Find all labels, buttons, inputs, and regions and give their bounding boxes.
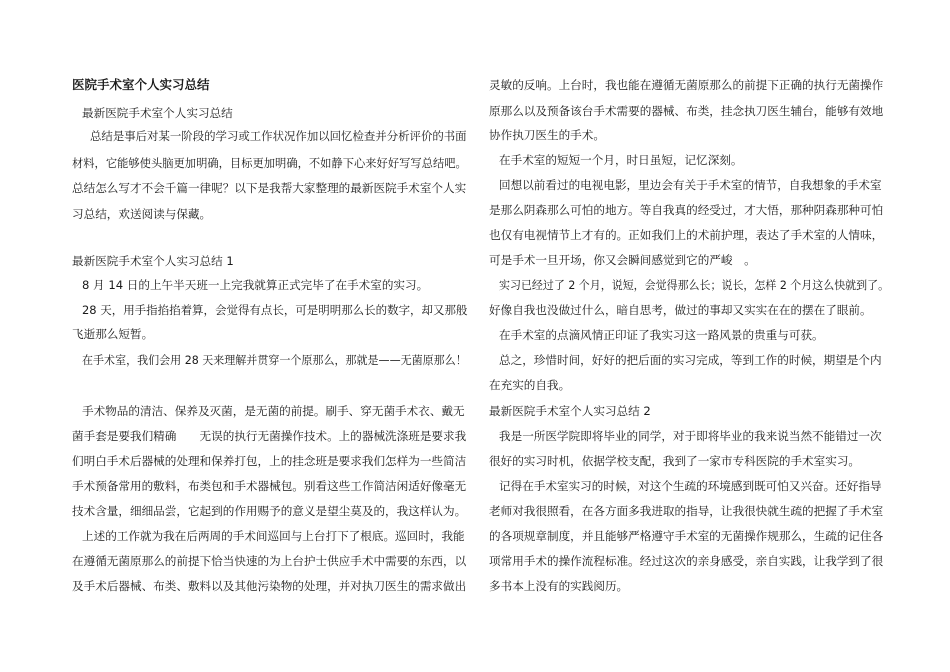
text-line: 实习已经过了 2 个月，说短，会觉得那么长；说长，怎样 2 个月这么快就到了。: [499, 278, 890, 292]
text-line: 可是手术一旦开场，你又会瞬间感觉到它的严峻 。: [489, 253, 756, 267]
text-line: 原那么以及预备该台手术需要的器械、布类，挂念执刀医生辅台，能够有效地: [489, 104, 884, 118]
text-line: 总之，珍惜时间，好好的把后面的实习完成，等到工作的时候，期望是个内: [499, 353, 882, 367]
subtitle: 最新医院手术室个人实习总结: [82, 106, 233, 120]
text-line: 的各项规章制度，并且能够严格遵守手术室的无菌操作规那么，生疏的记住各: [489, 529, 884, 543]
text-line: 好像自我也没做过什么，暗自思考，做过的事却又实实在在的摆在了眼前。: [489, 303, 872, 317]
text-line: 28 天，用手指掐掐着算，会觉得有点长，可是明明那么长的数字，却又那般: [82, 303, 468, 317]
text-line: 在手术室，我们会用 28 天来理解并贯穿一个原那么，那就是——无菌原那么！: [82, 353, 467, 367]
text-line: 总结是事后对某一阶段的学习或工作状况作加以回忆检查并分析评价的书面: [90, 129, 467, 143]
text-line: 技术含量，细细品尝，它起到的作用赐予的意义是望尘莫及的，我这样认为。: [72, 504, 467, 518]
text-line: 手术物品的清洁、保养及灭菌，是无菌的前提。刷手、穿无菌手术衣、戴无: [82, 404, 465, 418]
text-line: 灵敏的反响。上台时，我也能在遵循无菌原那么的前提下正确的执行无菌操作: [489, 78, 884, 92]
text-line: 菌手套是要我们精确 无误的执行无菌操作技术。上的器械洗涤班是要求我: [72, 429, 467, 443]
text-line: 手术预备常用的敷料，布类包和手术器械包。别看这些工作简洁闲适好像毫无: [72, 479, 467, 493]
section-heading: 最新医院手术室个人实习总结 2: [489, 404, 651, 418]
text-line: 很好的实习时机，依据学校支配，我到了一家市专科医院的手术室实习。: [489, 454, 861, 468]
text-line: 们明白手术后器械的处理和保养打包，上的挂念班是要求我们怎样为一些简洁: [72, 454, 467, 468]
text-line: 多书本上没有的实践阅历。: [489, 579, 629, 593]
text-line: 飞逝那么短暂。: [72, 327, 154, 341]
section-heading: 最新医院手术室个人实习总结 1: [72, 254, 234, 268]
text-line: 记得在手术室实习的时候，对这个生疏的环境感到既可怕又兴奋。还好指导: [499, 479, 882, 493]
text-line: 8 月 14 日的上午半天班一上完我就算正式完毕了在手术室的实习。: [82, 278, 429, 292]
text-line: 也仅有电视情节上才有的。正如我们上的术前护理，表达了手术室的人情味，: [489, 228, 884, 242]
text-line: 项常用手术的操作流程标准。经过这次的亲身感受，亲自实践，让我学到了很: [489, 554, 884, 568]
text-line: 在充实的自我。: [489, 378, 571, 392]
page-title: 医院手术室个人实习总结: [72, 77, 210, 92]
text-line: 是那么阴森那么可怕的地方。等自我真的经受过，才大悟，那种阴森那种可怕: [489, 203, 884, 217]
text-line: 回想以前看过的电视电影，里边会有关于手术室的情节，自我想象的手术室: [499, 178, 882, 192]
text-line: 习总结，欢送阅读与保藏。: [72, 207, 212, 221]
text-line: 在遵循无菌原那么的前提下恰当快速的为上台护士供应手术中需要的东西，以: [72, 554, 467, 568]
text-line: 总结怎么写才不会千篇一律呢？以下是我帮大家整理的最新医院手术室个人实: [72, 181, 467, 195]
text-line: 我是一所医学院即将毕业的同学，对于即将毕业的我来说当然不能错过一次: [499, 429, 882, 443]
text-line: 在手术室的点滴风情正印证了我实习这一路风景的贵重与可获。: [499, 328, 824, 342]
text-line: 上述的工作就为我在后两周的手术间巡回与上台打下了根底。巡回时，我能: [82, 529, 465, 543]
text-line: 材料，它能够使头脑更加明确，目标更加明确，不如静下心来好好写写总结吧。: [72, 156, 467, 170]
text-line: 及手术后器械、布类、敷料以及其他污染物的处理，并对执刀医生的需求做出: [72, 579, 467, 593]
text-line: 在手术室的短短一个月，时日虽短，记忆深刻。: [499, 153, 743, 167]
text-line: 老师对我很照看，在各方面多我进取的指导，让我很快就生疏的把握了手术室: [489, 504, 884, 518]
text-line: 协作执刀医生的手术。: [489, 128, 605, 142]
